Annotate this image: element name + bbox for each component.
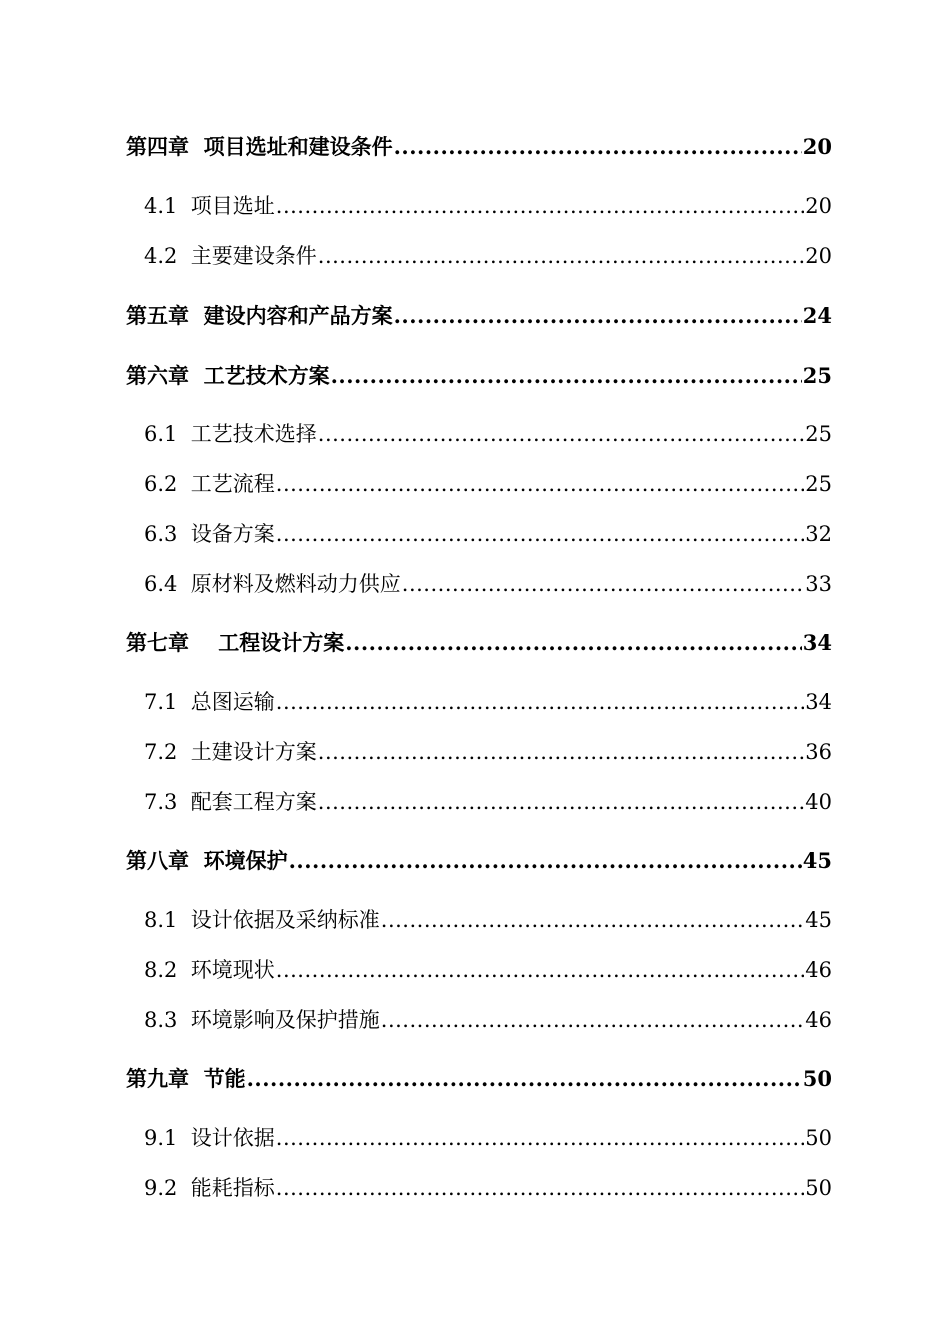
toc-entry-gap: [177, 687, 190, 717]
toc-entry-page-number: 40: [805, 790, 832, 814]
toc-entry-number: 9.1: [144, 1126, 178, 1150]
toc-chapter-entry[interactable]: [126, 132, 832, 162]
toc-section-entry[interactable]: [144, 955, 832, 985]
toc-entry-title: 主要建设条件: [190, 244, 317, 268]
toc-dot-leader: [247, 1064, 802, 1094]
toc-entry-title: 设计依据: [190, 1126, 275, 1150]
toc-section-entry[interactable]: [144, 1123, 832, 1153]
toc-entry-page-number: 46: [805, 1008, 832, 1032]
toc-section-entry[interactable]: [144, 687, 832, 717]
toc-entry-gap: [177, 569, 190, 599]
toc-entry-number: 6.2: [144, 472, 178, 496]
toc-entry-page-number: 25: [802, 363, 832, 388]
toc-section-entry[interactable]: [144, 737, 832, 767]
toc-entry-page-number: 32: [805, 522, 832, 546]
toc-entry-title: 环境现状: [190, 958, 275, 982]
toc-entry-page-number: 20: [805, 244, 832, 268]
toc-entry-title: 配套工程方案: [190, 790, 317, 814]
toc-section-entry[interactable]: [144, 1173, 832, 1203]
toc-entry-gap: [189, 361, 204, 391]
toc-entry-page-number: 45: [802, 848, 832, 873]
toc-chapter-entry[interactable]: [126, 301, 832, 331]
toc-dot-leader: [276, 191, 805, 221]
toc-entry-title: 原材料及燃料动力供应: [190, 572, 401, 596]
toc-entry-gap: [177, 191, 190, 221]
toc-section-entry[interactable]: [144, 519, 832, 549]
toc-entry-title: 环境影响及保护措施: [190, 1008, 380, 1032]
toc-entry-title: 建设内容和产品方案: [203, 303, 393, 328]
toc-dot-leader: [318, 241, 805, 271]
toc-entry-number: 9.2: [144, 1176, 178, 1200]
toc-entry-title: 项目选址和建设条件: [203, 134, 393, 159]
toc-section-entry[interactable]: [144, 469, 832, 499]
toc-dot-leader: [276, 1173, 805, 1203]
toc-entry-gap: [189, 1064, 204, 1094]
toc-entry-page-number: 50: [805, 1126, 832, 1150]
toc-entry-gap: [177, 1005, 190, 1035]
toc-entry-number: 第五章: [126, 303, 189, 328]
toc-entry-gap: [189, 301, 204, 331]
toc-entry-number: 6.4: [144, 572, 178, 596]
toc-dot-leader: [318, 737, 805, 767]
toc-entry-number: 8.2: [144, 958, 178, 982]
toc-dot-leader: [276, 687, 805, 717]
toc-section-entry[interactable]: [144, 787, 832, 817]
toc-section-entry[interactable]: [144, 191, 832, 221]
toc-entry-number: 6.3: [144, 522, 178, 546]
toc-entry-page-number: 25: [805, 422, 832, 446]
toc-dot-leader: [381, 905, 805, 935]
toc-entry-gap: [177, 469, 190, 499]
toc-entry-gap: [177, 1123, 190, 1153]
toc-dot-leader: [394, 132, 802, 162]
toc-entry-gap: [189, 628, 218, 658]
toc-dot-leader: [276, 955, 805, 985]
toc-entry-title: 设备方案: [190, 522, 275, 546]
toc-dot-leader: [276, 519, 805, 549]
toc-entry-number: 第四章: [126, 134, 189, 159]
toc-chapter-entry[interactable]: [126, 361, 832, 391]
toc-entry-gap: [189, 846, 204, 876]
toc-entry-number: 4.2: [144, 244, 178, 268]
toc-entry-page-number: 24: [802, 303, 832, 328]
toc-entry-title: 工艺技术方案: [203, 363, 330, 388]
toc-entry-page-number: 34: [802, 630, 832, 655]
toc-dot-leader: [276, 1123, 805, 1153]
toc-entry-title: 工程设计方案: [218, 630, 345, 655]
toc-entry-page-number: 25: [805, 472, 832, 496]
toc-entry-number: 7.3: [144, 790, 178, 814]
toc-entry-number: 7.1: [144, 690, 178, 714]
toc-entry-page-number: 45: [805, 908, 832, 932]
toc-section-entry[interactable]: [144, 419, 832, 449]
toc-entry-page-number: 33: [805, 572, 832, 596]
toc-dot-leader: [331, 361, 802, 391]
toc-dot-leader: [381, 1005, 805, 1035]
toc-dot-leader: [318, 787, 805, 817]
toc-entry-gap: [189, 132, 204, 162]
toc-section-entry[interactable]: [144, 905, 832, 935]
toc-entry-page-number: 50: [802, 1066, 832, 1091]
toc-dot-leader: [402, 569, 805, 599]
toc-entry-gap: [177, 241, 190, 271]
toc-chapter-entry[interactable]: [126, 1064, 832, 1094]
toc-entry-number: 8.3: [144, 1008, 178, 1032]
toc-entry-page-number: 46: [805, 958, 832, 982]
toc-entry-title: 节能: [203, 1066, 246, 1091]
toc-entry-title: 项目选址: [190, 194, 275, 218]
toc-entry-number: 7.2: [144, 740, 178, 764]
toc-entry-number: 第八章: [126, 848, 189, 873]
toc-entry-title: 能耗指标: [190, 1176, 275, 1200]
toc-entry-number: 4.1: [144, 194, 178, 218]
toc-entry-number: 第六章: [126, 363, 189, 388]
toc-entry-title: 环境保护: [203, 848, 288, 873]
toc-dot-leader: [289, 846, 802, 876]
toc-entry-number: 第七章: [126, 630, 189, 655]
toc-entry-gap: [177, 1173, 190, 1203]
toc-entry-page-number: 36: [805, 740, 832, 764]
toc-entry-title: 土建设计方案: [190, 740, 317, 764]
toc-entry-number: 第九章: [126, 1066, 189, 1091]
toc-dot-leader: [318, 419, 805, 449]
toc-section-entry[interactable]: [144, 241, 832, 271]
toc-dot-leader: [276, 469, 805, 499]
toc-entry-title: 工艺流程: [190, 472, 275, 496]
toc-entry-title: 设计依据及采纳标准: [190, 908, 380, 932]
toc-entry-page-number: 34: [805, 690, 832, 714]
toc-entry-title: 工艺技术选择: [190, 422, 317, 446]
toc-entry-gap: [177, 955, 190, 985]
toc-section-entry[interactable]: [144, 569, 832, 599]
toc-entry-gap: [177, 787, 190, 817]
toc-entry-number: 8.1: [144, 908, 178, 932]
toc-entry-number: 6.1: [144, 422, 178, 446]
toc-entry-page-number: 20: [802, 134, 832, 159]
toc-entry-gap: [177, 905, 190, 935]
toc-chapter-entry[interactable]: [126, 628, 832, 658]
toc-chapter-entry[interactable]: [126, 846, 832, 876]
toc-entry-page-number: 50: [805, 1176, 832, 1200]
toc-section-entry[interactable]: [144, 1005, 832, 1035]
toc-entry-title: 总图运输: [190, 690, 275, 714]
toc-dot-leader: [394, 301, 802, 331]
toc-entry-gap: [177, 419, 190, 449]
toc-entry-gap: [177, 519, 190, 549]
toc-entry-page-number: 20: [805, 194, 832, 218]
toc-dot-leader: [345, 628, 802, 658]
toc-entry-gap: [177, 737, 190, 767]
